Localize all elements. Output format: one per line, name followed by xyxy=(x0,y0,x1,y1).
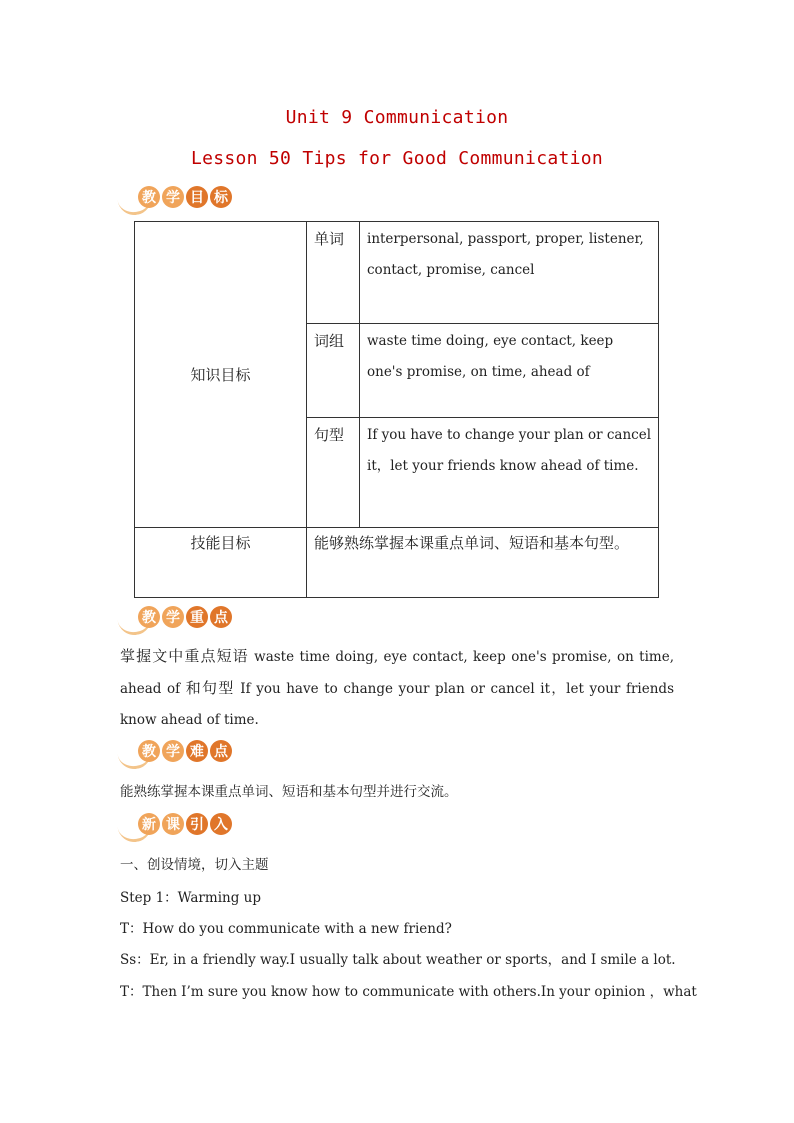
focus-phrases: waste time doing, eye contact, keep one's promise, on time, ahead of xyxy=(120,649,674,697)
row-type-sentences: 句型 xyxy=(307,418,360,528)
banner-char: 难 xyxy=(186,740,208,762)
focus-prefix: 掌握文中重点短语 xyxy=(120,647,249,665)
row-content-words: interpersonal, passport, proper, listener, contact, promise, cancel xyxy=(360,222,659,324)
banner-char: 重 xyxy=(186,606,208,628)
dialog-line: T：How do you communicate with a new friend? xyxy=(120,921,452,937)
row-content-sentences: If you have to change your plan or cancel it，let your friends know ahead of time. xyxy=(360,418,659,528)
step-label: Step 1：Warming up xyxy=(120,890,261,906)
focus-paragraph xyxy=(120,641,674,736)
objectives-table xyxy=(134,221,659,598)
row-type-words: 单词 xyxy=(307,222,360,324)
row-content-phrases: waste time doing, eye contact, keep one's promise, on time, ahead of xyxy=(360,324,659,418)
banner-char: 新 xyxy=(138,813,160,835)
knowledge-goal-label: 知识目标 xyxy=(135,222,307,528)
banner-char: 课 xyxy=(162,813,184,835)
dialog-line: T：Then I’m sure you know how to communicate with others.In your opinion ，what xyxy=(120,984,697,1000)
row-type-phrases: 词组 xyxy=(307,324,360,418)
banner-char: 标 xyxy=(210,186,232,208)
banner-char: 教 xyxy=(138,740,160,762)
banner-char: 教 xyxy=(138,186,160,208)
focus-sentence: If you have to change your plan or cancel it，let your friends know ahead of time. xyxy=(120,681,674,728)
banner-char: 学 xyxy=(162,186,184,208)
banner-char: 入 xyxy=(210,813,232,835)
banner-char: 教 xyxy=(138,606,160,628)
banner-char: 目 xyxy=(186,186,208,208)
banner-char: 点 xyxy=(210,606,232,628)
difficulty-text: 能熟练掌握本课重点单词、短语和基本句型并进行交流。 xyxy=(120,784,458,800)
intro-banner xyxy=(118,813,228,839)
focus-middle: 和句型 xyxy=(185,679,235,697)
banner-char: 学 xyxy=(162,740,184,762)
skill-goal-label: 技能目标 xyxy=(135,528,307,598)
objectives-banner xyxy=(118,186,228,212)
lesson-title: Lesson 50 Tips for Good Communication xyxy=(190,148,604,169)
banner-char: 学 xyxy=(162,606,184,628)
focus-banner xyxy=(118,606,228,632)
intro-heading: 一、创设情境，切入主题 xyxy=(120,857,269,873)
skill-goal-content: 能够熟练掌握本课重点单词、短语和基本句型。 xyxy=(307,528,659,598)
difficulty-banner xyxy=(118,740,228,766)
banner-char: 引 xyxy=(186,813,208,835)
banner-char: 点 xyxy=(210,740,232,762)
unit-title: Unit 9 Communication xyxy=(285,107,509,128)
dialog-line: Ss：Er, in a friendly way.I usually talk about weather or sports，and I smile a lot. xyxy=(120,952,676,968)
